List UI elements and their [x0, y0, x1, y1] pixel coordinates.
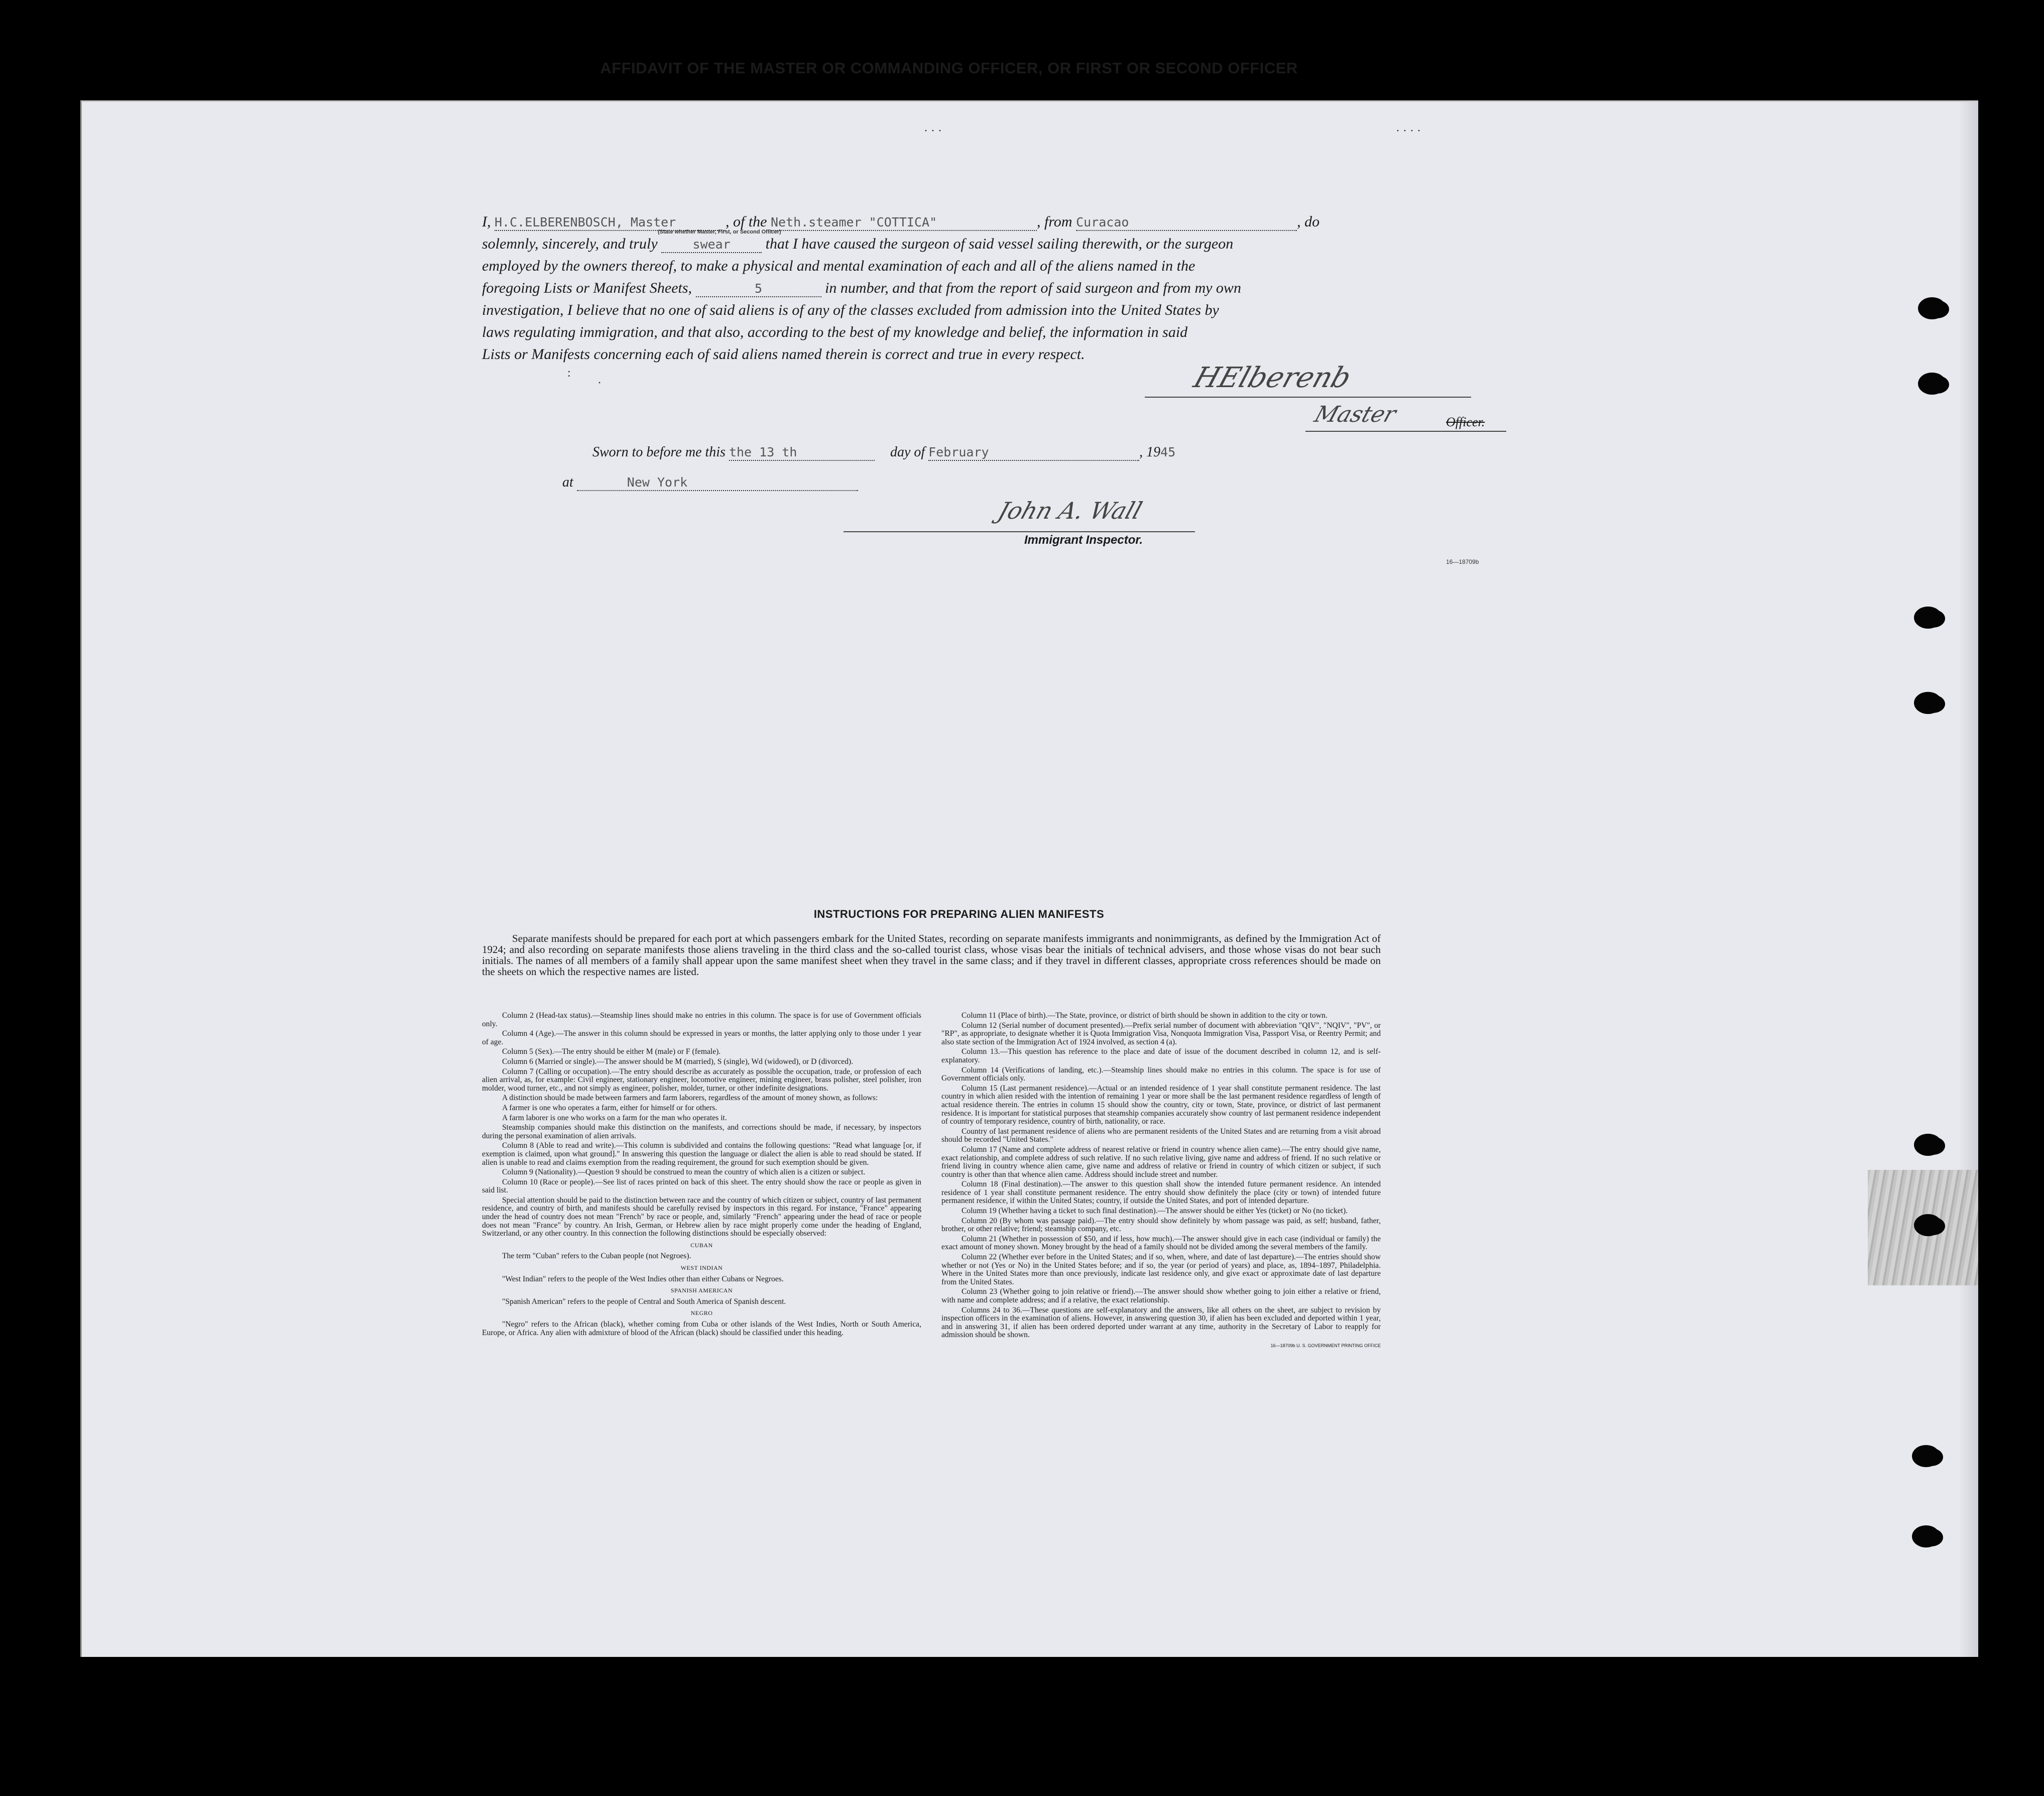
master-signature-line	[1145, 397, 1471, 398]
sheets-count-field: 5	[696, 281, 821, 297]
negro-definition: "Negro" refers to the African (black), whether coming from Cuba or other islands of the West Indies, North or South America, Europe, or Africa. Any alien with admixture of blood of the African (black) should be classified under this heading.	[482, 1320, 921, 1337]
text-i: I,	[482, 213, 491, 230]
paper-speck: · · · ·	[1396, 125, 1421, 138]
west-indian-definition: "West Indian" refers to the people of the West Indies other than either Cubans or Negroes.	[502, 1274, 784, 1283]
instruction-paragraph: A distinction should be made between farmers and farm laborers, regardless of the amount of money shown, as follows:	[502, 1094, 878, 1103]
inspector-signature: John A. Wall	[995, 497, 1146, 524]
instruction-paragraph: A farmer is one who operates a farm, either for himself or for others.	[502, 1103, 717, 1112]
instruction-paragraph: Column 19 (Whether having a ticket to such final destination).—The answer should be either Yes (ticket) or No (no ticket).	[961, 1207, 1348, 1216]
instructions-right-column	[941, 1012, 1381, 1589]
instruction-paragraph: Column 13.—This question has reference to the place and date of issue of the document described in column 12, and is self-explanatory.	[941, 1047, 1381, 1064]
affidavit-line-5: investigation, I believe that no one of said aliens is of any of the classes excluded from admission into the United States by	[482, 302, 1219, 318]
master-title-handwritten: Master	[1311, 402, 1399, 427]
instruction-paragraph: Column 14 (Verifications of landing, etc.).—Steamship lines should make no entries in this column. The space is for use of Government officials only.	[941, 1065, 1381, 1083]
inspector-signature-line	[844, 531, 1195, 532]
instruction-paragraph: A farm laborer is one who works on a farm for the man who operates it.	[502, 1113, 727, 1122]
affidavit-line-7: Lists or Manifests concerning each of said aliens named therein is correct and true in every respect.	[482, 346, 1085, 363]
instruction-paragraph: Column 10 (Race or people).—See list of races printed on back of this sheet. The entry should show the race or people as given in said list.	[482, 1177, 921, 1195]
instruction-paragraph: Column 9 (Nationality).—Question 9 should be construed to mean the country of which alien is a citizen or subject.	[502, 1168, 866, 1177]
instructions-title: INSTRUCTIONS FOR PREPARING ALIEN MANIFESTS	[813, 908, 1105, 920]
instruction-paragraph: Country of last permanent residence of aliens who are permanent residents of the United States and are returning from a visit abroad should be recorded "United States."	[941, 1127, 1381, 1144]
cuban-heading: CUBAN	[690, 1241, 713, 1249]
punch-hole	[1912, 1525, 1940, 1547]
affidavit-body	[482, 211, 1516, 366]
vessel-field: Neth.steamer "COTTICA"	[771, 215, 1037, 231]
instruction-paragraph: Columns 24 to 36.—These questions are self-explanatory and the answers, like all others on the sheet, are subject to revision by inspection officers in the examination of aliens. However, in answering question 30, if alien has been excluded and deported within 1 year, and in answering 31, if alien has been ordered deported under warrant at any time, authority in the Secretary of Labor to reapply for admission should be shown.	[941, 1305, 1381, 1340]
instruction-paragraph: Column 23 (Whether going to join relative or friend).—The answer should show whether going to join either a relative or friend, with name and complete address; and if a relative, the exact relationship.	[941, 1287, 1381, 1304]
punch-hole	[1914, 1214, 1942, 1236]
paper-speck: · · ·	[924, 125, 942, 138]
page-edge-shadow	[1958, 102, 1978, 1657]
officer-rank-sublabel: (State whether Master, First, or Second Officer)	[658, 229, 781, 235]
officer-label: Officer.	[1446, 415, 1485, 429]
cuban-definition: The term "Cuban" refers to the Cuban people (not Negroes).	[502, 1252, 691, 1261]
instruction-paragraph: Column 6 (Married or single).—The answer should be M (married), S (single), Wd (widowed), or D (divorced).	[502, 1057, 854, 1066]
text-foregoing: foregoing Lists or Manifest Sheets,	[482, 280, 692, 296]
instruction-paragraph: Column 2 (Head-tax status).—Steamship lines should make no entries in this column. The space is for use of Government officials only.	[482, 1011, 921, 1028]
affidavit-line-3: employed by the owners thereof, to make a physical and mental examination of each and all of the aliens named in the	[482, 258, 1195, 274]
negro-heading: NEGRO	[690, 1309, 713, 1317]
printer-imprint: 16—18709b U. S. GOVERNMENT PRINTING OFFICE	[1270, 1343, 1381, 1348]
intro-paragraph: Separate manifests should be prepared for each port at which passengers embark for the United States, recording on separate manifests immigrants and nonimmigrants, as defined by the Immigration Act of 1924; and also recording on separate manifests those aliens traveling in the third class and the so-called tourist class, whose visas bear the initials of technical advisers, and those whose visas do not bear such initials. The names of all members of a family shall appear upon the same manifest sheet when they travel in the same class; and if they travel in different classes, appropriate cross references should be made on the sheets on which the respective names are listed.	[482, 932, 1381, 978]
inspector-label: Immigrant Inspector.	[1024, 533, 1143, 547]
text-surgeon: that I have caused the surgeon of said vessel sailing therewith, or the surgeon	[765, 235, 1234, 252]
punch-hole	[1914, 607, 1942, 629]
text-of-the: , of the	[726, 213, 767, 230]
instructions-columns	[482, 1012, 1381, 1589]
officer-line	[1305, 431, 1506, 432]
instruction-paragraph: Column 5 (Sex).—The entry should be either M (male) or F (female).	[502, 1047, 721, 1056]
text-year-prefix: , 19	[1139, 444, 1161, 460]
punch-hole	[1914, 692, 1942, 714]
text-in-number: in number, and that from the report of said surgeon and from my own	[825, 280, 1241, 296]
instruction-paragraph: Column 7 (Calling or occupation).—The entry should describe as accurately as possible the occupation, trade, or profession of each alien arrival, as, for example: Civil engineer, stationary engineer, locomotive engineer, mining engineer, brass polisher, steel polisher, iron molder, wood turner, etc., and not simply as engineer, polisher, molder, turner, or other indefinite designations.	[482, 1067, 921, 1093]
instructions-intro	[482, 933, 1381, 977]
spanish-american-definition: "Spanish American" refers to the people of Central and South America of Spanish descent.	[502, 1297, 786, 1306]
instruction-paragraph: Column 8 (Able to read and write).—This column is subdivided and contains the following questions: "Read what language [or, if exemption is claimed, upon what ground]." In answering this question the language or dialect the alien is able to read should be stated. If alien is unable to read and claims exemption from the reading requirement, the ground for such exemption should be given.	[482, 1141, 921, 1167]
west-indian-heading: WEST INDIAN	[680, 1264, 723, 1272]
instruction-paragraph: Column 21 (Whether in possession of $50, and if less, how much).—The answer should give in each case (individual or family) the exact amount of money shown. Money brought by the head of a family should not be divided among the several members of the family.	[941, 1234, 1381, 1252]
instruction-paragraph: Column 20 (By whom was passage paid).—The entry should show definitely by whom passage was paid, as self; husband, father, brother, or other relative; friend; steamship company, etc.	[941, 1216, 1381, 1234]
paper-speck: :	[567, 367, 571, 380]
text-do: , do	[1297, 213, 1320, 230]
sworn-line	[592, 444, 1180, 461]
at-line	[562, 474, 858, 491]
master-name-field: H.C.ELBERENBOSCH, Master	[495, 215, 726, 231]
instruction-paragraph: Column 4 (Age).—The answer in this column should be expressed in years or months, the latter applying only to those under 1 year of age.	[482, 1029, 921, 1046]
sworn-day-field: the 13 th	[729, 445, 875, 461]
spanish-american-heading: SPANISH AMERICAN	[670, 1287, 733, 1294]
text-solemnly: solemnly, sincerely, and truly	[482, 235, 658, 252]
punch-hole	[1918, 373, 1946, 395]
port-field: Curacao	[1076, 215, 1297, 231]
master-signature: HElberenb	[1189, 362, 1355, 394]
affidavit-title: AFFIDAVIT OF THE MASTER OR COMMANDING OFFICER, OR FIRST OR SECOND OFFICER	[600, 59, 1298, 77]
text-day-of: day of	[890, 444, 925, 460]
form-number: 16—18709b	[1446, 558, 1479, 565]
punch-hole	[1918, 297, 1946, 319]
oath-field: swear	[661, 237, 762, 253]
punch-hole	[1912, 1445, 1940, 1467]
sworn-year-field: 45	[1160, 445, 1176, 459]
affidavit-line-6: laws regulating immigration, and that also, according to the best of my knowledge and belief, the information in said	[482, 324, 1188, 340]
instruction-paragraph: Column 17 (Name and complete address of nearest relative or friend in country whence alien came).—The entry should give name, exact relationship, and complete address of such relative. If no such relative living, give name and address of friend. If no such relative or friend living in country whence alien came, give name and address of relative or friend in country of which citizen or subject, if such country is other than that whence alien came. Address should include street and number.	[941, 1145, 1381, 1179]
affidavit-line-4	[482, 277, 1516, 299]
instructions-left-column	[482, 1012, 921, 1589]
text-at: at	[562, 474, 573, 490]
place-field: New York	[577, 475, 858, 491]
paper-speck: ·	[597, 377, 602, 390]
affidavit-line-2	[482, 233, 1516, 255]
instruction-paragraph: Column 15 (Last permanent residence).—Actual or an intended residence of 1 year shall constitute permanent residence. The last country in which alien resided with the intention of remaining 1 year or more shall be the last permanent residence regardless of length of actual residence therein. The entries in column 15 should show the country, city or town, State, province, or district of last permanent residence. It is important for statistical purposes that steamship companies accurately show country of last permanent residence independent of country of temporary residence, country of birth, nationality, or race.	[941, 1084, 1381, 1126]
instruction-paragraph: Special attention should be paid to the distinction between race and the country of which citizen or subject, country of last permanent residence, and country of birth, and manifests should be carefully revised by inspectors in this regard. For instance, "France" appearing under the head of country does not mean "French" by race or people, and, similarly "French" appearing under the head of race or people does not mean "France" by country. An Irish, German, or Hebrew alien by race might properly come under the heading of England, Switzerland, or any other country. In this connection the following distinctions should be especially observed:	[482, 1195, 921, 1238]
punch-hole	[1914, 1134, 1942, 1156]
instruction-paragraph: Column 18 (Final destination).—The answer to this question shall show the intended future permanent residence. An intended residence of 1 year shall constitute permanent residence. The entry should show definitely the place (city or town) of intended future permanent residence, if within the United States; country, if outside the United States, and port of intended departure.	[941, 1180, 1381, 1206]
instruction-paragraph: Column 11 (Place of birth).—The State, province, or district of birth should be shown in addition to the city or town.	[961, 1011, 1328, 1020]
sworn-month-field: February	[928, 445, 1139, 461]
instruction-paragraph: Column 22 (Whether ever before in the United States; and if so, when, where, and date of last departure).—The entries should show whether or not (Yes or No) in the United States before; and if so, the year (or period of years) and place, as, 1894–1897, Philadelphia. Where in the United States more than once previously, indicate last residence only, and give exact or approximate date of last departure from the United States.	[941, 1253, 1381, 1286]
instruction-paragraph: Steamship companies should make this distinction on the manifests, and corrections should be made, if necessary, by inspectors during the personal examination of alien arrivals.	[482, 1123, 921, 1140]
affidavit-line-1	[482, 211, 1516, 233]
text-sworn: Sworn to before me this	[592, 444, 726, 460]
text-from: , from	[1037, 213, 1072, 230]
instruction-paragraph: Column 12 (Serial number of document presented).—Prefix serial number of document with abbreviation "QIV", "NQIV", "PV", or "RP", as appropriate, to designate whether it is Quota Immigration Visa, Nonquota Immigration Visa, Passport Visa, or Reentry Permit; and also state section of the Immigration Act of 1924 involved, as section 4 (a).	[941, 1021, 1381, 1046]
